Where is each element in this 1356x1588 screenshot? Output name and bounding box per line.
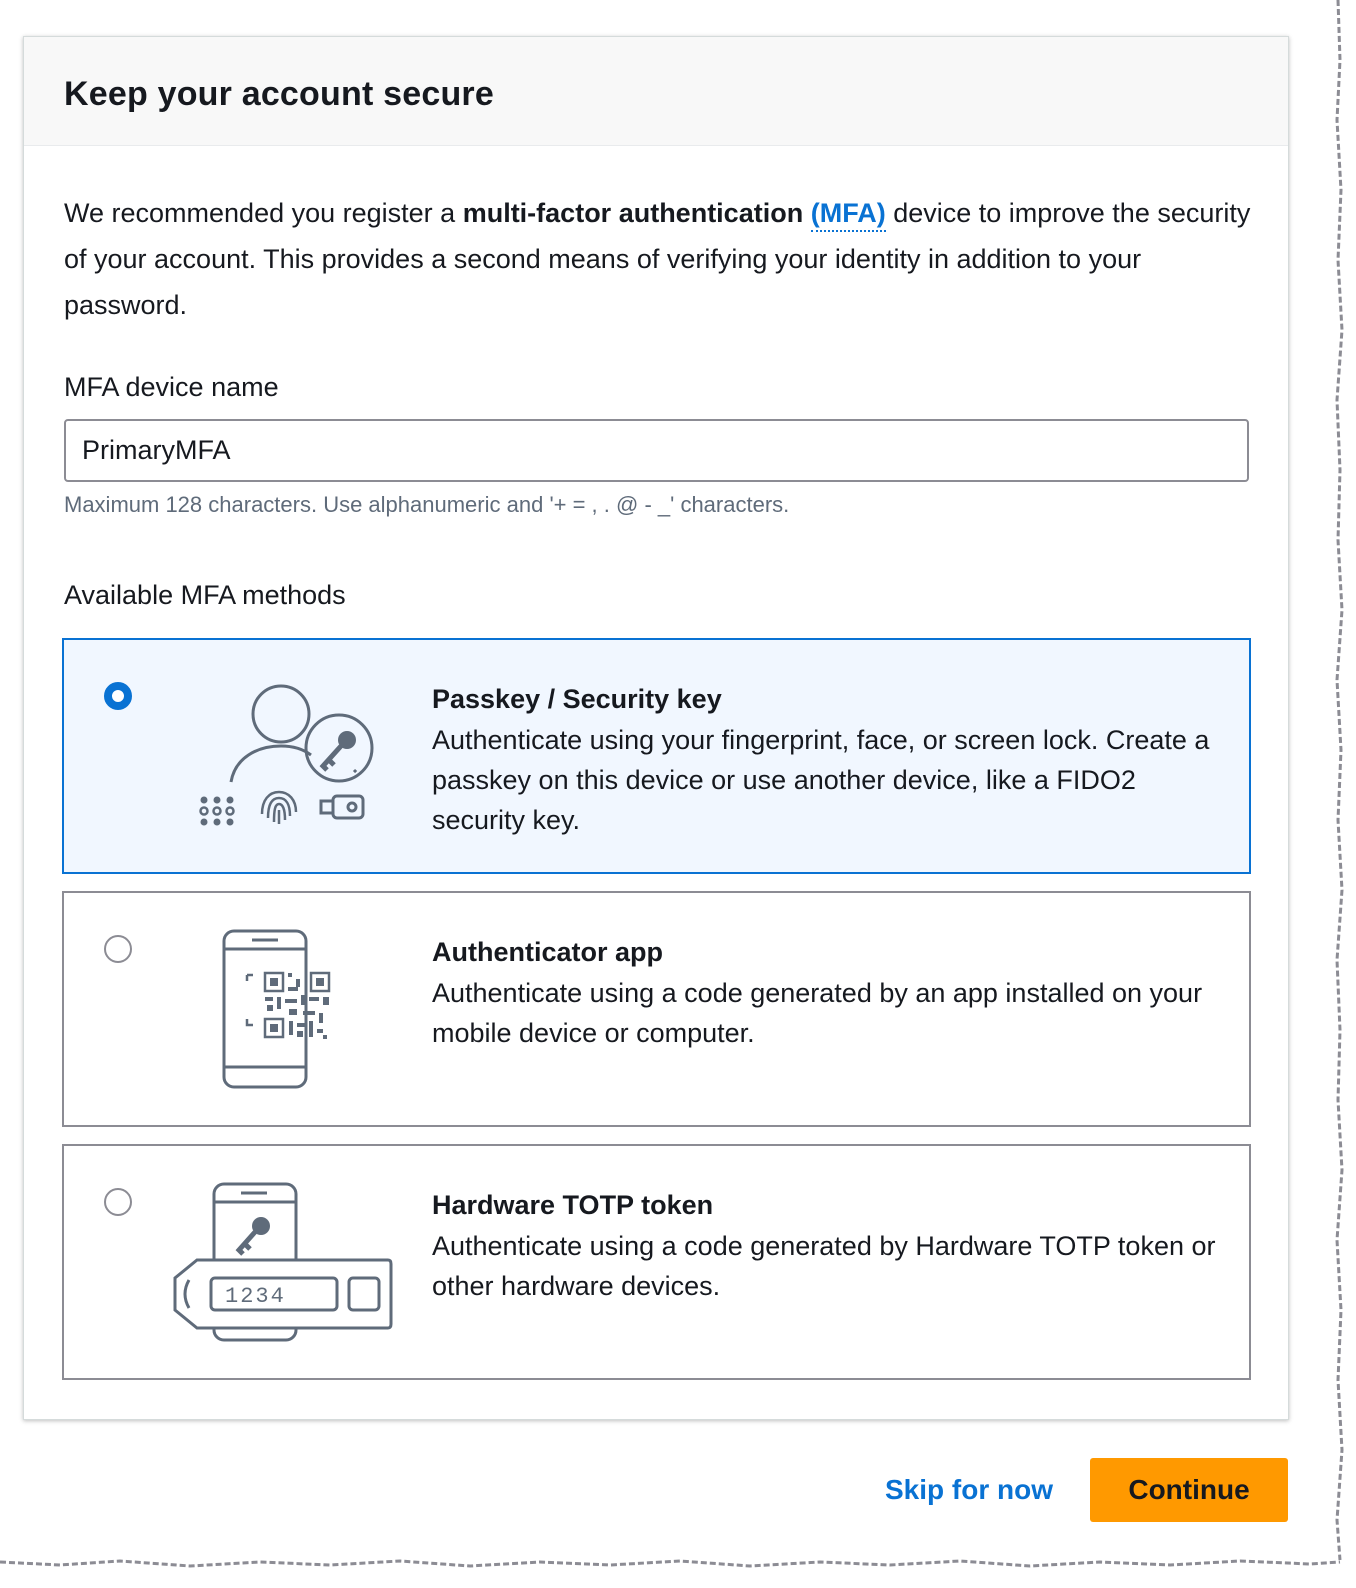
token-display-digits: 1234 xyxy=(225,1284,286,1309)
method-title: Authenticator app xyxy=(432,937,664,967)
device-name-input[interactable] xyxy=(64,419,1249,482)
footer xyxy=(0,1420,1356,1540)
methods-label: Available MFA methods xyxy=(64,580,346,610)
intro-part2: device to improve the security of your account. This provides a second means of verifying your identity in addition to your password. xyxy=(64,198,1251,320)
passkey-icon xyxy=(169,670,399,850)
method-description: Authenticate using a code generated by an app installed on your mobile device or computer. xyxy=(432,978,1203,1048)
authenticator-app-icon xyxy=(169,923,399,1103)
method-passkey-text xyxy=(432,682,1222,840)
radio-hardware-totp[interactable] xyxy=(104,1188,132,1216)
mfa-card xyxy=(23,36,1289,1420)
radio-authenticator-app[interactable] xyxy=(104,935,132,963)
method-title: Passkey / Security key xyxy=(432,684,722,714)
card-body xyxy=(24,190,1288,611)
method-hardware-totp-text xyxy=(432,1188,1222,1306)
intro-bold: multi-factor authentication xyxy=(462,198,804,228)
device-name-hint: Maximum 128 characters. Use alphanumeric and '+ = , . @ - _' characters. xyxy=(64,492,790,517)
page-title: Keep your account secure xyxy=(64,75,494,113)
continue-button[interactable]: Continue xyxy=(1090,1458,1288,1522)
intro-text xyxy=(64,190,1254,328)
method-passkey[interactable] xyxy=(62,638,1251,874)
skip-for-now-button[interactable]: Skip for now xyxy=(873,1458,1065,1522)
torn-edge-right xyxy=(1322,0,1356,1588)
method-title: Hardware TOTP token xyxy=(432,1190,714,1220)
card-header xyxy=(24,37,1288,146)
method-authenticator-app[interactable] xyxy=(62,891,1251,1127)
mfa-link[interactable]: (MFA) xyxy=(811,198,886,232)
hardware-token-icon xyxy=(169,1176,399,1356)
radio-passkey[interactable] xyxy=(104,682,132,710)
torn-edge-bottom xyxy=(0,1548,1356,1588)
method-authenticator-app-text xyxy=(432,935,1222,1053)
method-description: Authenticate using a code generated by Hardware TOTP token or other hardware devices. xyxy=(432,1231,1216,1301)
device-name-label: MFA device name xyxy=(64,372,279,402)
method-description: Authenticate using your fingerprint, face, or screen lock. Create a passkey on this device or use another device, like a FIDO2 security key. xyxy=(432,725,1210,835)
method-hardware-totp[interactable] xyxy=(62,1144,1251,1380)
intro-part1: We recommended you register a xyxy=(64,198,463,228)
